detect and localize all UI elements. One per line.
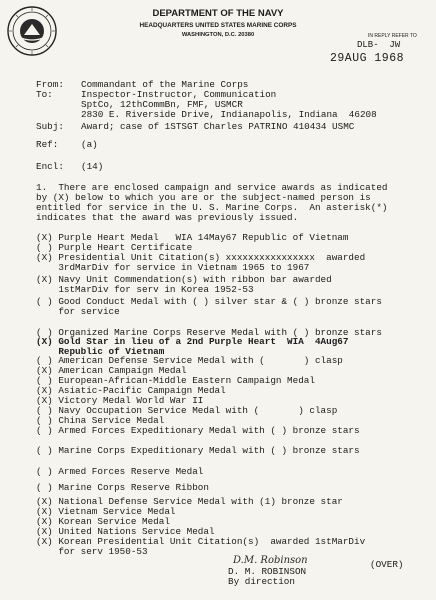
award-line: (X) Gold Star in lieu of a 2nd Purple Heart WIA 4Aug67 — [36, 336, 349, 347]
award-line: for service — [36, 306, 120, 317]
department-heading: DEPARTMENT OF THE NAVY — [152, 8, 284, 19]
handwritten-signature: D.M. Robinson — [233, 555, 308, 566]
award-line: ( ) Armed Forces Reserve Medal — [36, 466, 204, 477]
intro-line: 1. There are enclosed campaign and service awards as indicated — [36, 182, 388, 193]
award-line: ( ) Good Conduct Medal with ( ) silver star & ( ) bronze stars — [36, 296, 382, 307]
signer-name: D. M. ROBINSON — [228, 566, 307, 577]
to-line: SptCo, 12thCommBn, FMF, USMCR — [81, 99, 243, 110]
award-line: (X) Vietnam Service Medal — [36, 506, 176, 517]
award-line: (X) Asiatic-Pacific Campaign Medal — [36, 385, 226, 396]
navy-seal-icon — [7, 6, 57, 56]
award-line: ( ) China Service Medal — [36, 415, 165, 426]
award-line: (X) Korean Presidential Unit Citation(s) awarded 1stMarDiv — [36, 536, 366, 547]
award-line: (X) United Nations Service Medal — [36, 526, 215, 537]
headquarters-heading: HEADQUARTERS UNITED STATES MARINE CORPS — [139, 22, 297, 29]
subject-value: Award; case of 1STSGT Charles PATRINO 410434 USMC — [81, 121, 355, 132]
encl-value: (14) — [81, 161, 104, 172]
subject-label: Subj: — [36, 121, 64, 132]
to-label: To: — [36, 89, 53, 100]
encl-label: Encl: — [36, 161, 64, 172]
to-line: Inspector-Instructor, Communication — [81, 89, 277, 100]
award-line: ( ) American Defense Service Medal with ( ) clasp — [36, 355, 343, 366]
intro-line: indicates that the award was previously issued. — [36, 212, 299, 223]
reply-label: IN REPLY REFER TO — [368, 33, 417, 39]
award-line: ( ) Marine Corps Reserve Ribbon — [36, 482, 209, 493]
to-line: 2830 E. Riverside Drive, Indianapolis, Indiana 46208 — [81, 109, 377, 120]
address-line: WASHINGTON, D.C. 20380 — [181, 32, 255, 38]
award-line: ( ) Organized Marine Corps Reserve Medal with ( ) bronze stars — [36, 327, 382, 338]
award-line: 1stMarDiv for serv in Korea 1952-53 — [36, 284, 254, 295]
award-line: (X) Victory Medal World War II — [36, 395, 204, 406]
intro-line: by (X) below to which you are or the subject-named person is — [36, 192, 371, 203]
award-line: 3rdMarDiv for service in Vietnam 1965 to 1967 — [36, 262, 310, 273]
award-line: (X) Navy Unit Commendation(s) with ribbon bar awarded — [36, 274, 332, 285]
letter-date: 29AUG 1968 — [330, 52, 405, 65]
ref-value: (a) — [81, 139, 98, 150]
award-line: ( ) Marine Corps Expeditionary Medal with ( ) bronze stars — [36, 445, 360, 456]
award-line: (X) National Defense Service Medal with (1) bronze star — [36, 496, 343, 507]
award-line: ( ) Armed Forces Expeditionary Medal with ( ) bronze stars — [36, 425, 360, 436]
ref-label: Ref: — [36, 139, 59, 150]
over-label: (OVER) — [370, 559, 404, 570]
award-line: ( ) Navy Occupation Service Medal with ( ) clasp — [36, 405, 338, 416]
award-line: (X) Korean Service Medal — [36, 516, 170, 527]
award-line: ( ) European-African-Middle Eastern Campaign Medal — [36, 375, 315, 386]
reply-code: DLB- JW — [357, 40, 401, 50]
award-line: (X) Presidential Unit Citation(s) xxxxxxxxxxxxxxxx awarded — [36, 252, 366, 263]
award-line: for serv 1950-53 — [36, 546, 148, 557]
from-label: From: — [36, 79, 64, 90]
award-line: Republic of Vietnam — [36, 346, 165, 357]
award-line: (X) Purple Heart Medal WIA 14May67 Republic of Vietnam — [36, 232, 349, 243]
signer-by-direction: By direction — [228, 576, 295, 587]
from-value: Commandant of the Marine Corps — [81, 79, 249, 90]
award-line: (X) American Campaign Medal — [36, 365, 187, 376]
intro-line: entitled for service in the U. S. Marine Corps. An asterisk(*) — [36, 202, 388, 213]
award-line: ( ) Purple Heart Certificate — [36, 242, 193, 253]
